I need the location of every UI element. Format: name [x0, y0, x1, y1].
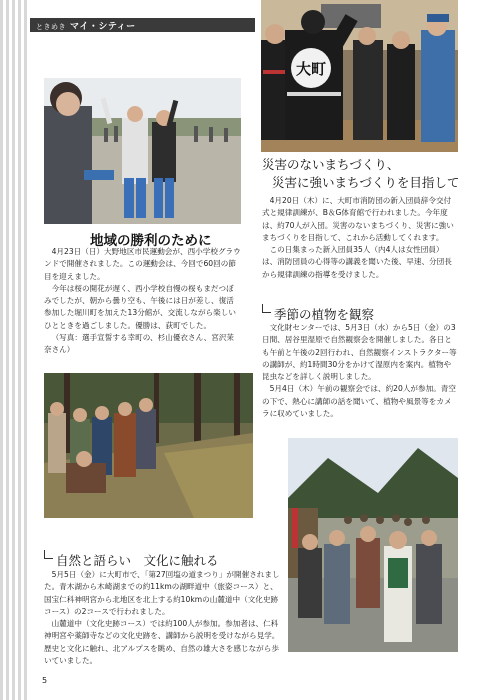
article1-paragraph: 4月23日（日）大野地区市民運動会が、西小学校グラウンドで開催されました。この運動会は、今回で60回の節目を迎えました。: [44, 247, 241, 281]
section-header: [36, 19, 136, 32]
photo-firefighters: [261, 0, 458, 152]
article3-title: 季節の植物を観察: [274, 307, 375, 322]
article1-paragraph: 今年は桜の開花が遅く、西小学校自慢の桜もまだつぼみでしたが、朝から曇り空も、午後には日が差し、復活参加した堀川町を加えた13分館が、交流しながら楽しいひとときを過ごしました。優勝は、荻町でした。: [44, 283, 236, 330]
article3-paragraph: 文化財センターでは、5月3日（水）から5日（金）の3日間、居谷里湿原で自然観察会を開催しました。各日とも午前と午後の2回行われ、自然観察インストラクター等の講師が、約1時間30分をかけて湿原内を案内。植物や昆虫などを詳しく説明しました。: [262, 323, 457, 382]
article1-title: 地域の勝利のために: [90, 233, 212, 249]
article2-title-line2: 災害に強いまちづくりを目指して: [272, 175, 460, 190]
page-number: 5: [42, 676, 48, 685]
firefighter-jacket-emblem: 大町: [295, 60, 327, 78]
photo-athlete-oath: [44, 78, 241, 224]
article4-paragraph: 山麓道中（文化史跡コース）では約100人が参加。参加者は、仁科神明宮や薬師寺などの文化史跡を、講師から説明を受けながら見学。歴史と文化に触れ、北アルプスを眺め、自然の雄大さを感じながら歩いていました。: [44, 619, 280, 666]
article2-title: [262, 156, 459, 192]
article3-body: [262, 322, 458, 420]
photo-nature-observation: [44, 373, 253, 518]
article4-title: 自然と語らい 文化に触れる: [56, 553, 219, 568]
section-header-title: マイ・シティー: [70, 22, 136, 32]
article3-title-corner: [262, 304, 271, 313]
article4-paragraph: 5月5日（金）に大町市で、「第27回塩の道まつり」が開催されました。青木湖から木崎湖までの約11kmの湖畔道中（旅姿コース）と、国宝仁科神明宮から北地区を北上する約10kmの山麓道中（文化史跡コース）の2コースで行われました。: [44, 570, 280, 616]
article1-caption: （写真：選手宣誓する幸町の、杉山優衣さん、宮沢茉奈さん）: [44, 333, 234, 355]
left-margin-stripes: [0, 0, 30, 700]
article4-body: [44, 569, 284, 667]
article4-title-corner: [44, 550, 53, 559]
section-header-sub: ときめき: [36, 23, 66, 31]
photo-salt-road-festival: [288, 438, 458, 652]
article1-body: [44, 246, 241, 357]
article2-body: [262, 195, 458, 281]
article2-title-line1: 災害のないまちづくり、: [262, 157, 400, 172]
article3-paragraph: 5月4日（木）午前の観察会では、約20人が参加。青空の下で、熱心に講師の話を聞いて、植物や風景等をカメラに収めていました。: [262, 384, 456, 419]
article2-paragraph: 4月20日（木）に、大町市消防団の新入団員辞令交付式と規律訓練が、B＆G体育館で行われました。今年度は、約70人が入団。災害のないまちづくり、災害に強いまちづくりを目指して、これから活動してくれます。: [262, 196, 454, 242]
article2-paragraph: この日集まった新入団員35人（内4人は女性団員）は、消防団員の心得等の講義を聞いた後、早速、分団長から規律訓練の指導を受けました。: [262, 245, 452, 279]
